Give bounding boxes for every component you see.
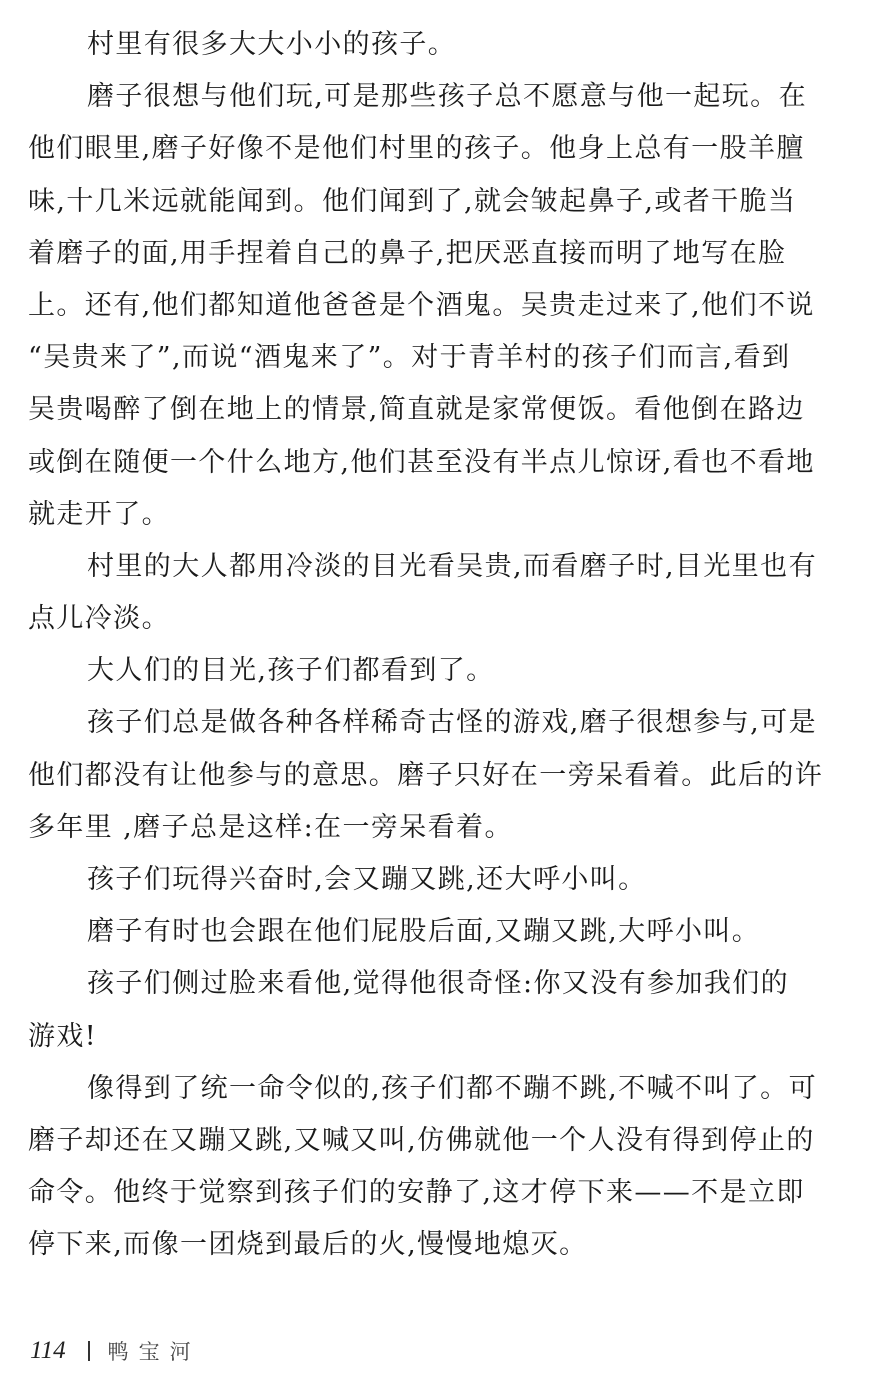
text-line: 着磨子的面,用手捏着自己的鼻子,把厌恶直接而明了地写在脸 bbox=[28, 237, 787, 269]
text-line: 或倒在随便一个什么地方,他们甚至没有半点儿惊讶,看也不看地 bbox=[28, 446, 815, 478]
text-line: 多年里 ,磨子总是这样:在一旁呆看着。 bbox=[28, 811, 513, 843]
text-line: “吴贵来了”,而说“酒鬼来了”。对于青羊村的孩子们而言,看到 bbox=[28, 342, 791, 374]
text-line: 游戏! bbox=[28, 1020, 98, 1052]
text-line: 就走开了。 bbox=[28, 498, 170, 530]
text-line: 他们都没有让他参与的意思。磨子只好在一旁呆看着。此后的许 bbox=[28, 759, 824, 791]
text-line: 磨子却还在又蹦又跳,又喊又叫,仿佛就他一个人没有得到停止的 bbox=[28, 1124, 815, 1156]
text-line: 大人们的目光,孩子们都看到了。 bbox=[87, 655, 495, 687]
text-line: 上。还有,他们都知道他爸爸是个酒鬼。吴贵走过来了,他们不说 bbox=[28, 289, 815, 321]
text-line: 命令。他终于觉察到孩子们的安静了,这才停下来——不是立即 bbox=[28, 1177, 805, 1209]
page-footer bbox=[30, 1334, 201, 1368]
text-line: 村里有很多大大小小的孩子。 bbox=[87, 29, 457, 60]
text-line: 味,十几米远就能闻到。他们闻到了,就会皱起鼻子,或者干脆当 bbox=[28, 185, 797, 217]
text-line: 村里的大人都用冷淡的目光看吴贵,而看磨子时,目光里也有 bbox=[87, 550, 817, 582]
text-line: 像得到了统一命令似的,孩子们都不蹦不跳,不喊不叫了。可 bbox=[87, 1072, 817, 1104]
text-line: 磨子很想与他们玩,可是那些孩子总不愿意与他一起玩。在 bbox=[87, 81, 807, 113]
text-line: 吴贵喝醉了倒在地上的情景,简直就是家常便饭。看他倒在路边 bbox=[28, 394, 805, 426]
text-line: 孩子们侧过脸来看他,觉得他很奇怪:你又没有参加我们的 bbox=[87, 968, 790, 1000]
text-line: 停下来,而像一团烧到最后的火,慢慢地熄灭。 bbox=[28, 1229, 588, 1261]
book-title: 鸭宝河 bbox=[107, 1340, 201, 1364]
text-line: 孩子们玩得兴奋时,会又蹦又跳,还大呼小叫。 bbox=[87, 864, 647, 895]
footer-divider bbox=[88, 1341, 90, 1361]
page-body bbox=[28, 22, 844, 1275]
text-line: 孩子们总是做各种各样稀奇古怪的游戏,磨子很想参与,可是 bbox=[87, 707, 817, 739]
text-line: 磨子有时也会跟在他们屁股后面,又蹦又跳,大呼小叫。 bbox=[87, 916, 761, 948]
page-number: 114 bbox=[30, 1337, 66, 1364]
text-line: 点儿冷淡。 bbox=[28, 603, 170, 635]
text-line: 他们眼里,磨子好像不是他们村里的孩子。他身上总有一股羊膻 bbox=[28, 133, 805, 165]
